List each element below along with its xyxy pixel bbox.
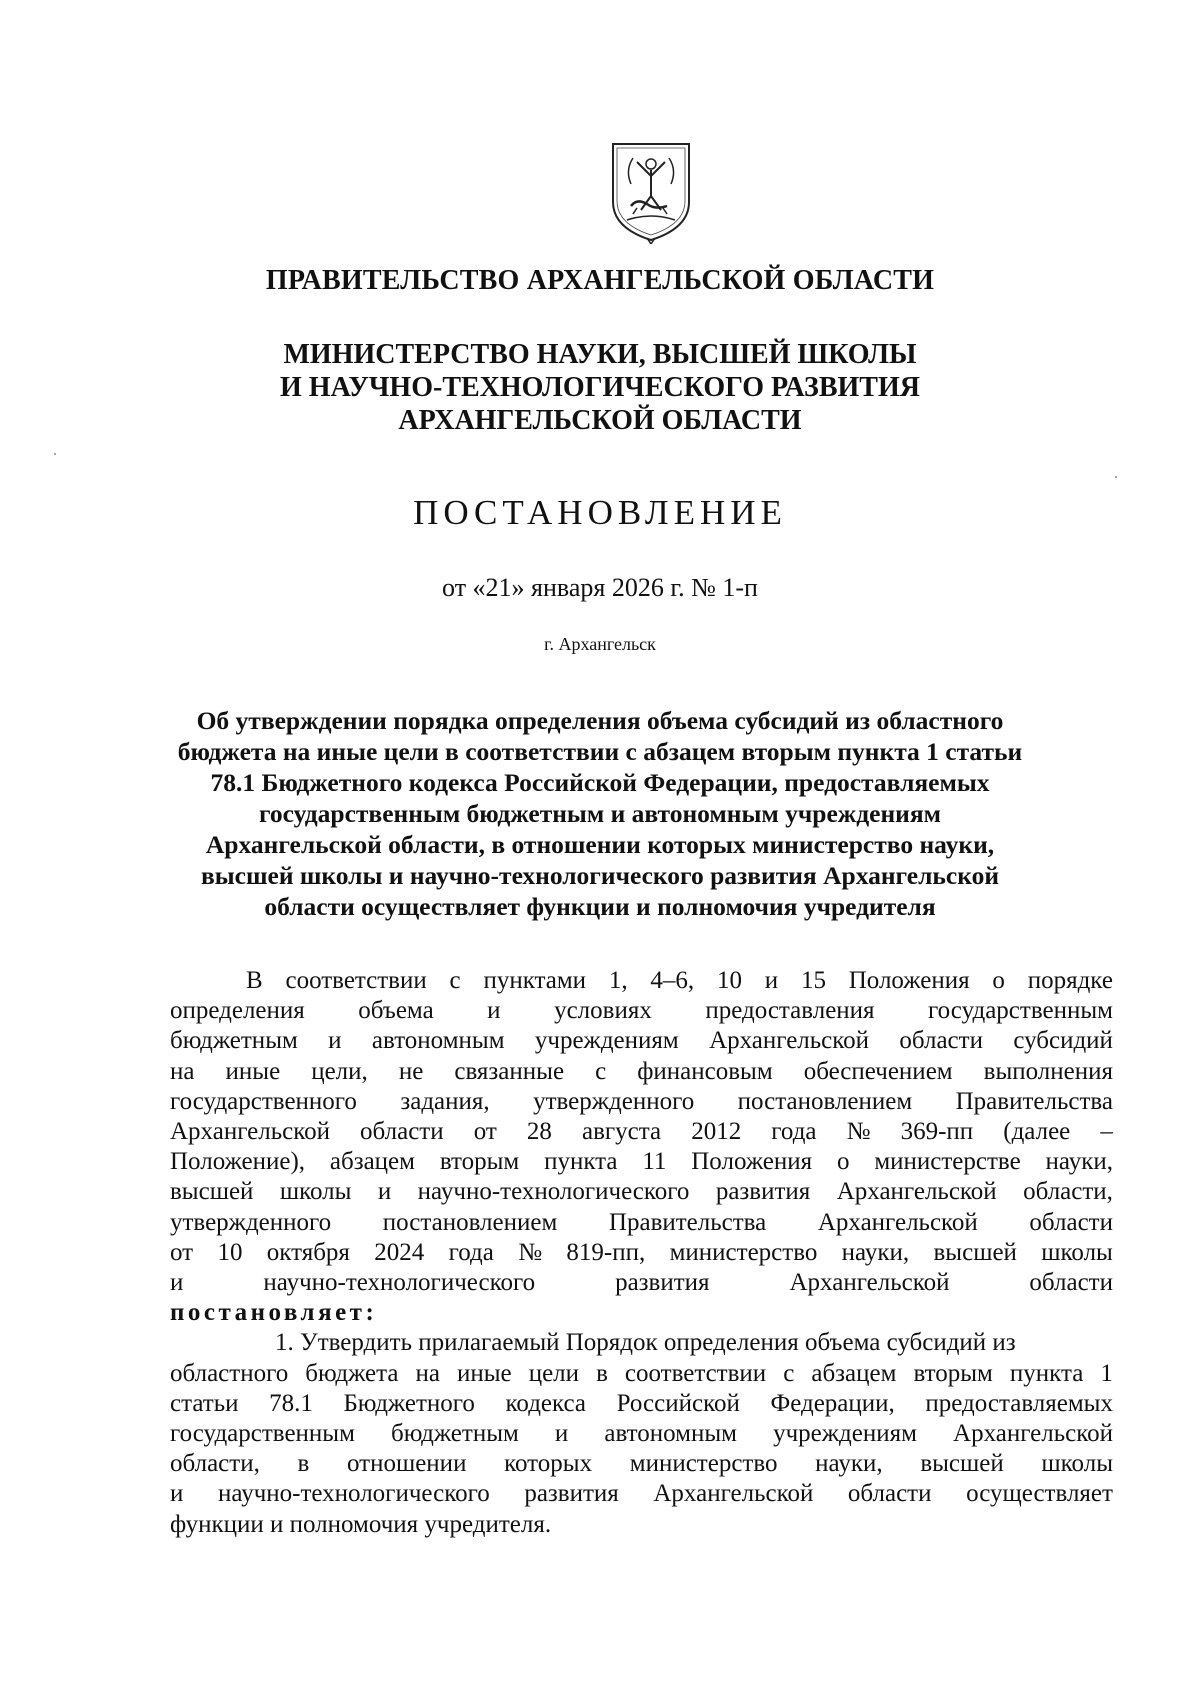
body-word: с <box>783 1359 795 1387</box>
body-word: Правительства <box>608 1208 767 1236</box>
item-line <box>170 1389 1113 1419</box>
body-word: определения <box>170 997 305 1025</box>
body-word: 10 <box>217 1238 243 1266</box>
body-word: области, <box>1023 1178 1113 1206</box>
body-word: статьи <box>170 1389 239 1417</box>
body-word: и <box>170 1269 184 1297</box>
body-word: о <box>836 1148 850 1176</box>
body-word: года <box>448 1238 494 1266</box>
body-word: государственным <box>928 997 1113 1025</box>
body-word: Архангельской <box>953 1420 1113 1448</box>
item-line <box>170 1419 1113 1449</box>
body-word: августа <box>582 1118 662 1146</box>
body-word: государственного <box>170 1087 357 1115</box>
body-word: условиях <box>554 997 652 1025</box>
body-word: Российской <box>616 1389 740 1417</box>
body-word: 369-пп <box>900 1118 974 1146</box>
title-line: 78.1 Бюджетного кодекса Российской Федерации, предоставляемых <box>210 768 990 797</box>
body-word: школы <box>279 1178 352 1206</box>
body-word: пункта <box>544 1148 618 1176</box>
body-word: научно-технологического <box>217 1480 490 1508</box>
document-city: г. Архангельск <box>544 634 656 654</box>
body-word: и <box>487 997 501 1025</box>
body-word: 10 <box>716 967 742 994</box>
title-line: бюджета на иные цели в соответствии с абзацем вторым пункта 1 статьи <box>177 737 1023 766</box>
body-word: № <box>846 1118 871 1146</box>
body-word: 2024 <box>374 1238 425 1266</box>
title-line: области осуществляет функции и полномочия учредителя <box>264 892 936 921</box>
body-word: 1 <box>1100 1359 1113 1387</box>
body-word: области, <box>170 1450 260 1478</box>
body-word: развития <box>615 1269 710 1297</box>
body-word: Положение), <box>170 1148 306 1176</box>
body-word: на <box>415 1359 440 1387</box>
body-word: 15 <box>800 967 826 994</box>
body-word: предоставления <box>705 997 875 1025</box>
title-line: государственным бюджетным и автономным учреждениям <box>258 799 942 828</box>
title-line: Об утверждении порядка определения объема субсидий из областного <box>196 706 1004 735</box>
title-line: высшей школы и научно-технологического развития Архангельской <box>200 861 1000 890</box>
body-line <box>170 1268 1113 1298</box>
body-word: Бюджетного <box>343 1389 475 1417</box>
document-date-number: от «21» января 2026 г. № 1-п <box>442 573 758 602</box>
body-word: Архангельской <box>817 1208 978 1236</box>
body-word: и <box>170 1480 184 1508</box>
body-word: области <box>360 1118 444 1146</box>
body-word: Архангельской <box>170 1118 330 1146</box>
body-word: предоставляемых <box>925 1389 1113 1417</box>
body-word: высшей <box>170 1178 254 1206</box>
title-line: Архангельской области, в отношении которых министерство науки, <box>205 830 995 859</box>
government-heading: ПРАВИТЕЛЬСТВО АРХАНГЕЛЬСКОЙ ОБЛАСТИ <box>265 265 935 296</box>
body-line <box>170 1177 1113 1207</box>
item-line <box>170 1479 1113 1509</box>
ministry-line: АРХАНГЕЛЬСКОЙ ОБЛАСТИ <box>398 405 802 436</box>
body-word: связанные <box>454 1057 565 1085</box>
body-word: – <box>1100 1118 1113 1146</box>
body-word: не <box>398 1057 424 1085</box>
body-word: с <box>449 967 461 994</box>
decree-word: постановляет: <box>170 1299 378 1327</box>
item-line: 1. Утвердить прилагаемый Порядок определения объема субсидий из <box>275 1329 1016 1357</box>
body-line <box>170 1147 1113 1177</box>
scan-speck <box>54 453 56 455</box>
body-word: бюджетным <box>170 1027 298 1055</box>
body-word: Архангельской <box>709 1027 870 1055</box>
body-word: и <box>554 1420 569 1448</box>
body-word: порядке <box>1027 967 1113 994</box>
body-word: научно-технологического <box>263 1269 536 1297</box>
body-word: соответствии <box>285 967 427 994</box>
body-word: на <box>170 1057 195 1085</box>
body-word: Положения <box>848 967 970 994</box>
body-word: школы <box>1041 1450 1113 1478</box>
body-word: Федерации, <box>770 1389 895 1417</box>
body-word: постановлением <box>382 1208 558 1236</box>
body-word: цели, <box>311 1057 368 1085</box>
body-word: абзацем <box>329 1148 415 1176</box>
body-word: цели <box>528 1359 580 1387</box>
body-word: абзацем <box>811 1359 897 1387</box>
body-word: автономным <box>371 1027 505 1055</box>
body-word: объема <box>358 997 434 1025</box>
body-word: задания, <box>400 1087 490 1115</box>
body-word: октября <box>266 1238 350 1266</box>
body-word: науки, <box>1045 1148 1113 1176</box>
scan-speck <box>1115 476 1117 478</box>
body-word: области <box>847 1480 932 1508</box>
body-word: выполнения <box>983 1057 1113 1085</box>
body-word: научно-технологического <box>417 1178 690 1206</box>
body-word: 11 <box>642 1148 667 1176</box>
body-word: иные <box>225 1057 281 1085</box>
body-word: финансовым <box>637 1057 773 1085</box>
body-line <box>170 1087 1113 1117</box>
ministry-line: И НАУЧНО-ТЕХНОЛОГИЧЕСКОГО РАЗВИТИЯ <box>280 372 920 403</box>
body-word: которых <box>504 1450 593 1478</box>
body-word: высшей <box>920 1450 1004 1478</box>
body-word: В <box>246 967 263 994</box>
body-word: 819-пп, <box>566 1238 646 1266</box>
body-word: областного <box>170 1359 289 1387</box>
body-word: от <box>473 1118 497 1146</box>
body-word: государственным <box>170 1420 355 1448</box>
body-word: осуществляет <box>966 1480 1113 1508</box>
body-word: Архангельской <box>836 1178 997 1206</box>
document-body <box>170 966 1113 1540</box>
document-title <box>0 705 1200 922</box>
body-word: школы <box>1041 1238 1113 1266</box>
body-word: иные <box>457 1359 512 1387</box>
body-line <box>170 1117 1113 1147</box>
body-word: субсидий <box>1013 1027 1113 1055</box>
body-line <box>170 1057 1113 1087</box>
body-word: развития <box>715 1178 811 1206</box>
body-word: вторым <box>439 1148 520 1176</box>
body-word: учреждениям <box>534 1027 679 1055</box>
body-word: № <box>518 1238 543 1266</box>
body-word: и <box>377 1178 392 1206</box>
body-word: 28 <box>526 1118 552 1146</box>
body-word: науки, <box>841 1238 910 1266</box>
body-word: области <box>1029 1208 1113 1236</box>
body-word: высшей <box>933 1238 1017 1266</box>
body-word: 2012 <box>691 1118 742 1146</box>
body-word: Архангельской <box>789 1269 950 1297</box>
body-word: утвержденного <box>533 1087 695 1115</box>
body-word: пункта <box>1009 1359 1084 1387</box>
item-line <box>170 1449 1113 1479</box>
body-word: науки, <box>815 1450 883 1478</box>
body-word: области <box>899 1027 983 1055</box>
body-word: развития <box>524 1480 619 1508</box>
body-word: о <box>992 967 1005 994</box>
body-word: года <box>771 1118 817 1146</box>
body-word: учреждениям <box>773 1420 917 1448</box>
body-word: 4–6, <box>650 967 695 994</box>
body-word: в <box>297 1450 310 1478</box>
body-word: 78.1 <box>269 1389 313 1417</box>
body-word: обеспечением <box>803 1057 953 1085</box>
body-line <box>170 1238 1113 1268</box>
body-word: области <box>1029 1269 1113 1297</box>
body-word: министерстве <box>874 1148 1021 1176</box>
body-word: бюджетным <box>391 1420 519 1448</box>
body-word: Правительства <box>955 1087 1113 1115</box>
body-word: Положения <box>691 1148 813 1176</box>
body-word: министерство <box>669 1238 818 1266</box>
body-word: (далее <box>1003 1118 1071 1146</box>
body-word: Архангельской <box>653 1480 814 1508</box>
ministry-heading <box>0 338 1200 437</box>
body-line <box>170 1208 1113 1238</box>
body-word: и <box>764 967 779 994</box>
body-word: в <box>596 1359 608 1387</box>
body-line <box>170 1026 1113 1056</box>
body-word: и <box>328 1027 342 1055</box>
body-word: пунктами <box>483 967 587 994</box>
body-word: постановлением <box>737 1087 913 1115</box>
document-type: ПОСТАНОВЛЕНИЕ <box>413 493 787 532</box>
item-line: функции и полномочия учредителя. <box>170 1510 552 1538</box>
body-word: отношении <box>346 1450 467 1478</box>
body-word: от <box>170 1238 194 1266</box>
body-word: вторым <box>913 1359 993 1387</box>
body-word: с <box>595 1057 607 1085</box>
body-word: кодекса <box>505 1389 587 1417</box>
coat-of-arms-icon <box>607 140 695 244</box>
body-line <box>170 996 1113 1026</box>
body-line <box>170 966 1113 996</box>
body-word: утвержденного <box>170 1208 332 1236</box>
body-word: автономным <box>604 1420 737 1448</box>
body-word: соответствии <box>624 1359 767 1387</box>
body-word: министерство <box>629 1450 778 1478</box>
item-line <box>170 1359 1113 1389</box>
body-word: бюджета <box>305 1359 399 1387</box>
ministry-line: МИНИСТЕРСТВО НАУКИ, ВЫСШЕЙ ШКОЛЫ <box>283 339 917 370</box>
body-word: 1, <box>608 967 628 994</box>
